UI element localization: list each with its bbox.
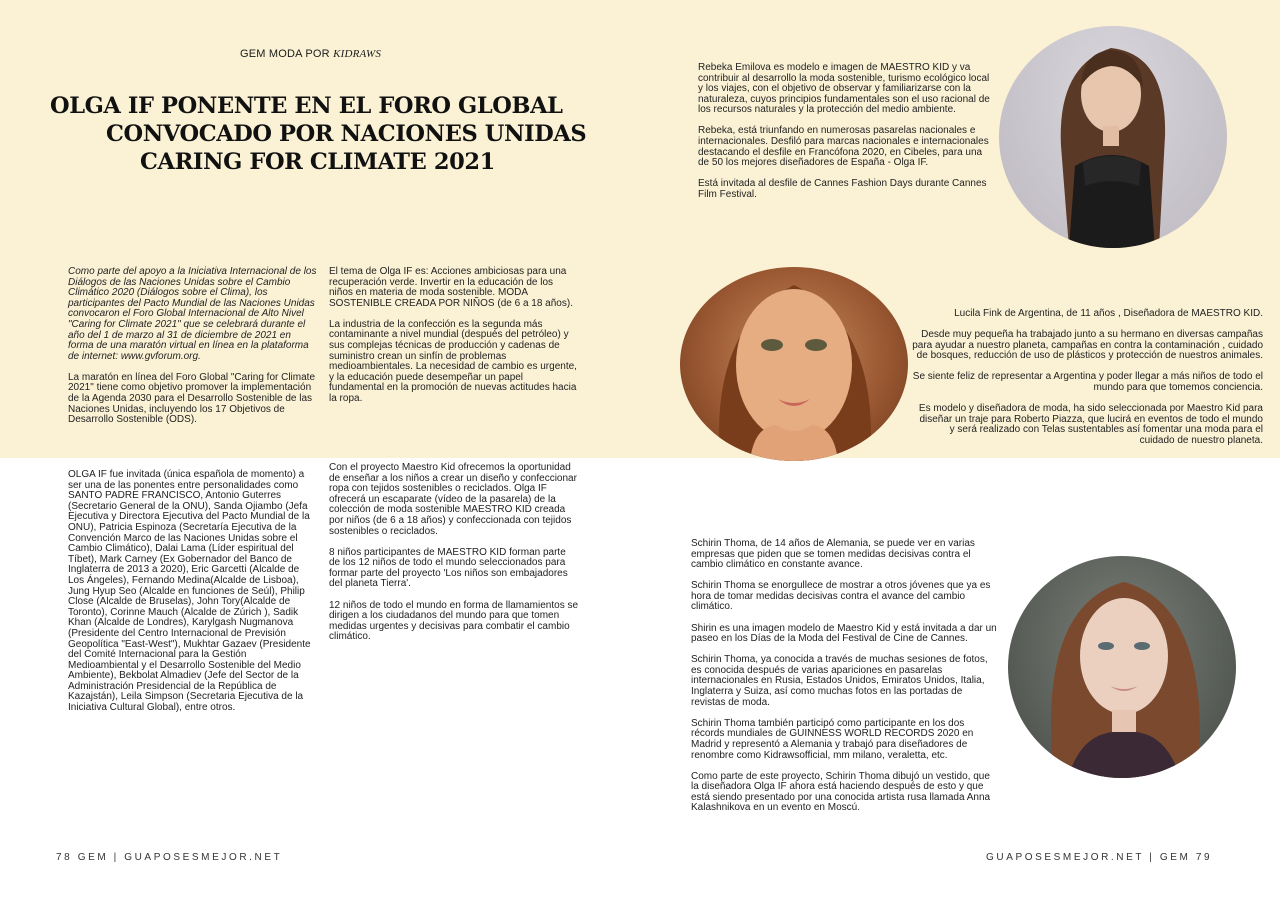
title-line-3: CARING FOR CLIMATE 2021 [140, 149, 495, 175]
intro-paragraph: Como parte del apoyo a la Iniciativa Internacional de los Diálogos de las Naciones Unidas sobre el Cambio Climático 2020 (Diálogos sobre el Clima), los participantes del Pacto Mundial de las Naciones Unidas convocaron el Foro Global Internacional de Alto Nivel "Caring for Climate 2021" que se celebrará durante el año del 1 de marzo al 31 de diciembre de 2021 en forma de una maratón virtual en línea en la plataforma de internet: www.gvforum.org. [68, 266, 317, 362]
lucila-portrait-photo [680, 267, 908, 461]
footer-left: 78 GEM | GUAPOSESMEJOR.NET [56, 852, 283, 863]
schirin-portrait-photo [1008, 556, 1236, 778]
schirin-profile-text [691, 539, 997, 824]
schirin-paragraph-6: Como parte de este proyecto, Schirin Thoma dibujó un vestido, que la diseñadora Olga IF ahora está haciendo después de esto y que está siendo presentado por una conocida artista rusa llamada Anna Kalashnikova en un evento en Moscú. [691, 770, 991, 814]
marathon-paragraph: La maratón en línea del Foro Global "Caring for Climate 2021" tiene como objetivo promover la implementación de la Agenda 2030 para el Desarrollo Sostenible de las Naciones Unidas, incluyendo los 17 Objetivos de Desarrollo Sostenible (ODS). [68, 371, 316, 426]
industry-paragraph: La industria de la confección es la segunda más contaminante a nivel mundial (después del petróleo) y sus complejas técnicas de producción y cadenas de suministro crean un sinfín de problemas medioambientales. La necesidad de cambio es urgente, y la educación puede desempeñar un papel fundamental en la promoción de nuevas actitudes hacia la ropa. [329, 318, 577, 405]
lucila-profile-text [912, 309, 1263, 457]
page-title [40, 92, 587, 176]
rebeka-paragraph-1: Rebeka Emilova es modelo e imagen de MAESTRO KID y va contribuir al desarrollo la moda sostenible, turismo ecológico local y los viajes, con el objetivo de observar y familiarizarse con la naturaleza, cuyos principios fundamentales son el uso racional de los recursos naturales y la protección del medio ambiente. [698, 62, 990, 116]
rebeka-profile-text [698, 63, 990, 211]
rebeka-paragraph-3: Está invitada al desfile de Cannes Fashion Days durante Cannes Film Festival. [698, 178, 987, 200]
article-column-4 [329, 463, 579, 653]
article-column-3 [68, 470, 318, 724]
lucila-paragraph-2: Desde muy pequeña ha trabajado junto a su hermano en diversas campañas para ayudar a nuestro planeta, campañas en contra la contaminación , cuidado de bosques, reducción de uso de plásticos y protección de nuestros animales. [912, 329, 1263, 362]
schirin-paragraph-5: Schirin Thoma también participó como participante en los dos récords mundiales de GUINNESS WORLD RECORDS 2020 en Madrid y representó a Alemania y trabajó para diseñadores de renombre como Kidrawsofficial, mm milano, veraletta, etc. [691, 717, 974, 761]
lucila-paragraph-4: Es modelo y diseñadora de moda, ha sido seleccionada por Maestro Kid para diseñar un traje para Roberto Piazza, que lucirá en eventos de todo el mundo y será realizado con Telas sustentables así fomentar una moda para el cuidado de nuestro planeta. [918, 403, 1263, 446]
theme-paragraph: El tema de Olga IF es: Acciones ambiciosas para una recuperación verde. Invertir en la educación de los niños en materia de moda sostenible. MODA SOSTENIBLE CREADA POR NIÑOS (de 6 a 18 años). [329, 266, 573, 309]
lucila-paragraph-1: Lucila Fink de Argentina, de 11 años , Diseñadora de MAESTRO KID. [954, 308, 1263, 319]
kicker-brand: KIDRAWS [333, 48, 382, 60]
section-kicker [240, 48, 381, 60]
title-line-1: OLGA IF PONENTE EN EL FORO GLOBAL [50, 93, 563, 119]
rebeka-portrait-photo [999, 26, 1227, 248]
participants-paragraph: 8 niños participantes de MAESTRO KID forman parte de los 12 niños de todo el mundo seleccionados para formar parte del proyecto 'Los niños son embajadores del planeta Tierra'. [329, 546, 568, 590]
footer-right: GUAPOSESMEJOR.NET | GEM 79 [986, 852, 1213, 863]
title-line-2: CONVOCADO POR NACIONES UNIDAS [106, 121, 587, 147]
article-column-2 [329, 267, 579, 415]
calls-paragraph: 12 niños de todo el mundo en forma de llamamientos se dirigen a los ciudadanos del mundo para que tomen medidas urgentes y decisivas para combatir el cambio climático. [329, 599, 579, 643]
schirin-paragraph-2: Schirin Thoma se enorgullece de mostrar a otros jóvenes que ya es hora de tomar medidas decisivas contra el avance del cambio climático. [691, 580, 991, 613]
rebeka-paragraph-2: Rebeka, está triunfando en numerosas pasarelas nacionales e internacionales. Desfiló para marcas nacionales e internacionales destacando el desfile en Francófona 2020, en Cibeles, para una de 50 los mejores diseñadores de España - Olga IF. [698, 125, 989, 169]
article-column-1 [68, 267, 318, 436]
kicker-text: GEM MODA POR [240, 48, 334, 60]
schirin-paragraph-3: Shirin es una imagen modelo de Maestro Kid y está invitada a dar un paseo en los Días de la Moda del Festival de Cine de Cannes. [691, 622, 997, 645]
schirin-paragraph-4: Schirin Thoma, ya conocida a través de muchas sesiones de fotos, es conocida después de varias apariciones en pasarelas internacionales en Rusia, Estados Unidos, Emiratos Unidos, Italia, Inglaterra y Suiza, así como muchas fotos en las portadas de revistas de moda. [691, 654, 988, 708]
lucila-paragraph-3: Se siente feliz de representar a Argentina y poder llegar a más niños de todo el mundo para que tomemos conciencia. [912, 371, 1263, 393]
project-paragraph: Con el proyecto Maestro Kid ofrecemos la oportunidad de enseñar a los niños a crear un diseño y confeccionar ropa con tejidos sostenibles o reciclados. Olga IF ofrecerá un escaparate (vídeo de la pasarela) de la colección de moda sostenible MAESTRO KID creada por niños (de 6 a 18 años) y confeccionada con tejidos sostenibles o reciclados. [329, 462, 577, 537]
speakers-paragraph: OLGA IF fue invitada (única española de momento) a ser una de las ponentes entre personalidades como SANTO PADRE FRANCISCO, Antonio Guterres (Secretario General de la ONU), Sanda Ojiambo (Jefa Ejecutiva y Directora Ejecutiva del Pacto Mundial de la ONU), Patricia Espinoza (Secretaría Ejecutiva de la Convención Marco de las Naciones Unidas sobre el Cambio Climático), Dalai Lama (Líder espiritual del Tíbet), Mark Carney (Ex Gobernador del Banco de Inglaterra de 2013 a 2020), Eric Garcetti (Alcalde de Los Ángeles), Fernando Medina(Alcalde de Lisboa), Jung Hyup Seo (Alcalde en funciones de Seúl), Philip Close (Alcalde de Bruselas), John Tory(Alcalde de Toronto), Corinne Mauch (Alcalde de Zúrich ), Sadik Khan (Alcalde de Londres), Karylgash Nugmanova (Presidente del Centro Internacional de Previsión Geopolítica "East-West"), Mukhtar Gazaev (Presidente del Comité Internacional para la Gestión Medioambiental y el Desarrollo Sostenible del Medio Ambiente), Bekbolat Almadiev (Jefe del Sector de la Administración Presidencial de la República de Kazajstán), Leila Simpson (Secretaria Ejecutiva de la Iniciativa Cultural Global), entre otros. [68, 469, 311, 714]
schirin-paragraph-1: Schirin Thoma, de 14 años de Alemania, se puede ver en varias empresas que piden que se tomen medidas decisivas contra el cambio climático en constante avance. [691, 538, 975, 571]
